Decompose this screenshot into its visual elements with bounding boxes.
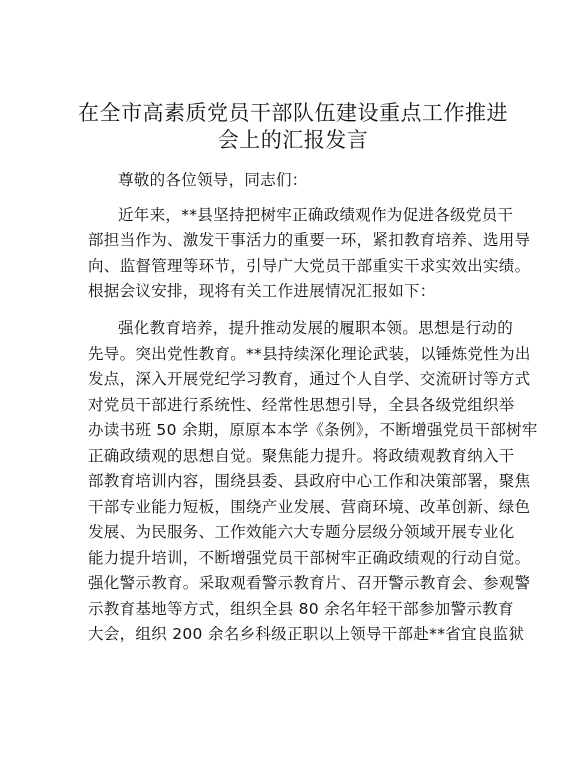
document-title-line-1: 在全市高素质党员干部队伍建设重点工作推进: [78, 101, 508, 125]
paragraph-2-line: 能力提升培训，不断增强党员干部树牢正确政绩观的行动自觉。: [88, 549, 531, 567]
paragraph-2-line: 强化教育培养，提升推动发展的履职本领。思想是行动的: [118, 319, 514, 337]
paragraph-1-line: 部担当作为、激发干事活力的重要一环，紧扣教育培养、选用导: [88, 231, 531, 249]
paragraph-2-line: 强化警示教育。采取观看警示教育片、召开警示教育会、参观警: [88, 574, 531, 592]
document-title-line-2: 会上的汇报发言: [217, 128, 369, 152]
paragraph-2-line: 发展、为民服务、工作效能六大专题分层级分领域开展专业化: [88, 523, 515, 541]
paragraph-2-line: 先导。突出党性教育。**县持续深化理论武装，以锤炼党性为出: [88, 345, 531, 363]
paragraph-2-line: 对党员干部进行系统性、经常性思想引导，全县各级党组织举: [88, 396, 515, 414]
paragraph-2-line: 正确政绩观的思想自觉。聚焦能力提升。将政绩观教育纳入干: [88, 447, 515, 465]
paragraph-2-line: 办读书班 50 余期，原原本本学《条例》，不断增强党员干部树牢: [88, 421, 538, 439]
paragraph-1-line: 根据会议安排，现将有关工作进展情况汇报如下：: [88, 282, 436, 300]
paragraph-2-line: 干部专业能力短板，围绕产业发展、营商环境、改革创新、绿色: [88, 498, 531, 516]
paragraph-2-line: 发点，深入开展党纪学习教育，通过个人自学、交流研讨等方式: [88, 370, 531, 388]
salutation: 尊敬的各位领导，同志们：: [118, 171, 308, 189]
paragraph-2-line: 大会，组织 200 余名乡科级正职以上领导干部赴**省宜良监狱: [88, 625, 525, 643]
paragraph-1-line: 向、监督管理等环节，引导广大党员干部重实干求实效出实绩。: [88, 257, 531, 275]
paragraph-2-line: 示教育基地等方式，组织全县 80 余名年轻干部参加警示教育: [88, 600, 514, 618]
paragraph-2-line: 部教育培训内容，围绕县委、县政府中心工作和决策部署，聚焦: [88, 472, 531, 490]
paragraph-1-line: 近年来，**县坚持把树牢正确政绩观作为促进各级党员干: [118, 206, 514, 224]
